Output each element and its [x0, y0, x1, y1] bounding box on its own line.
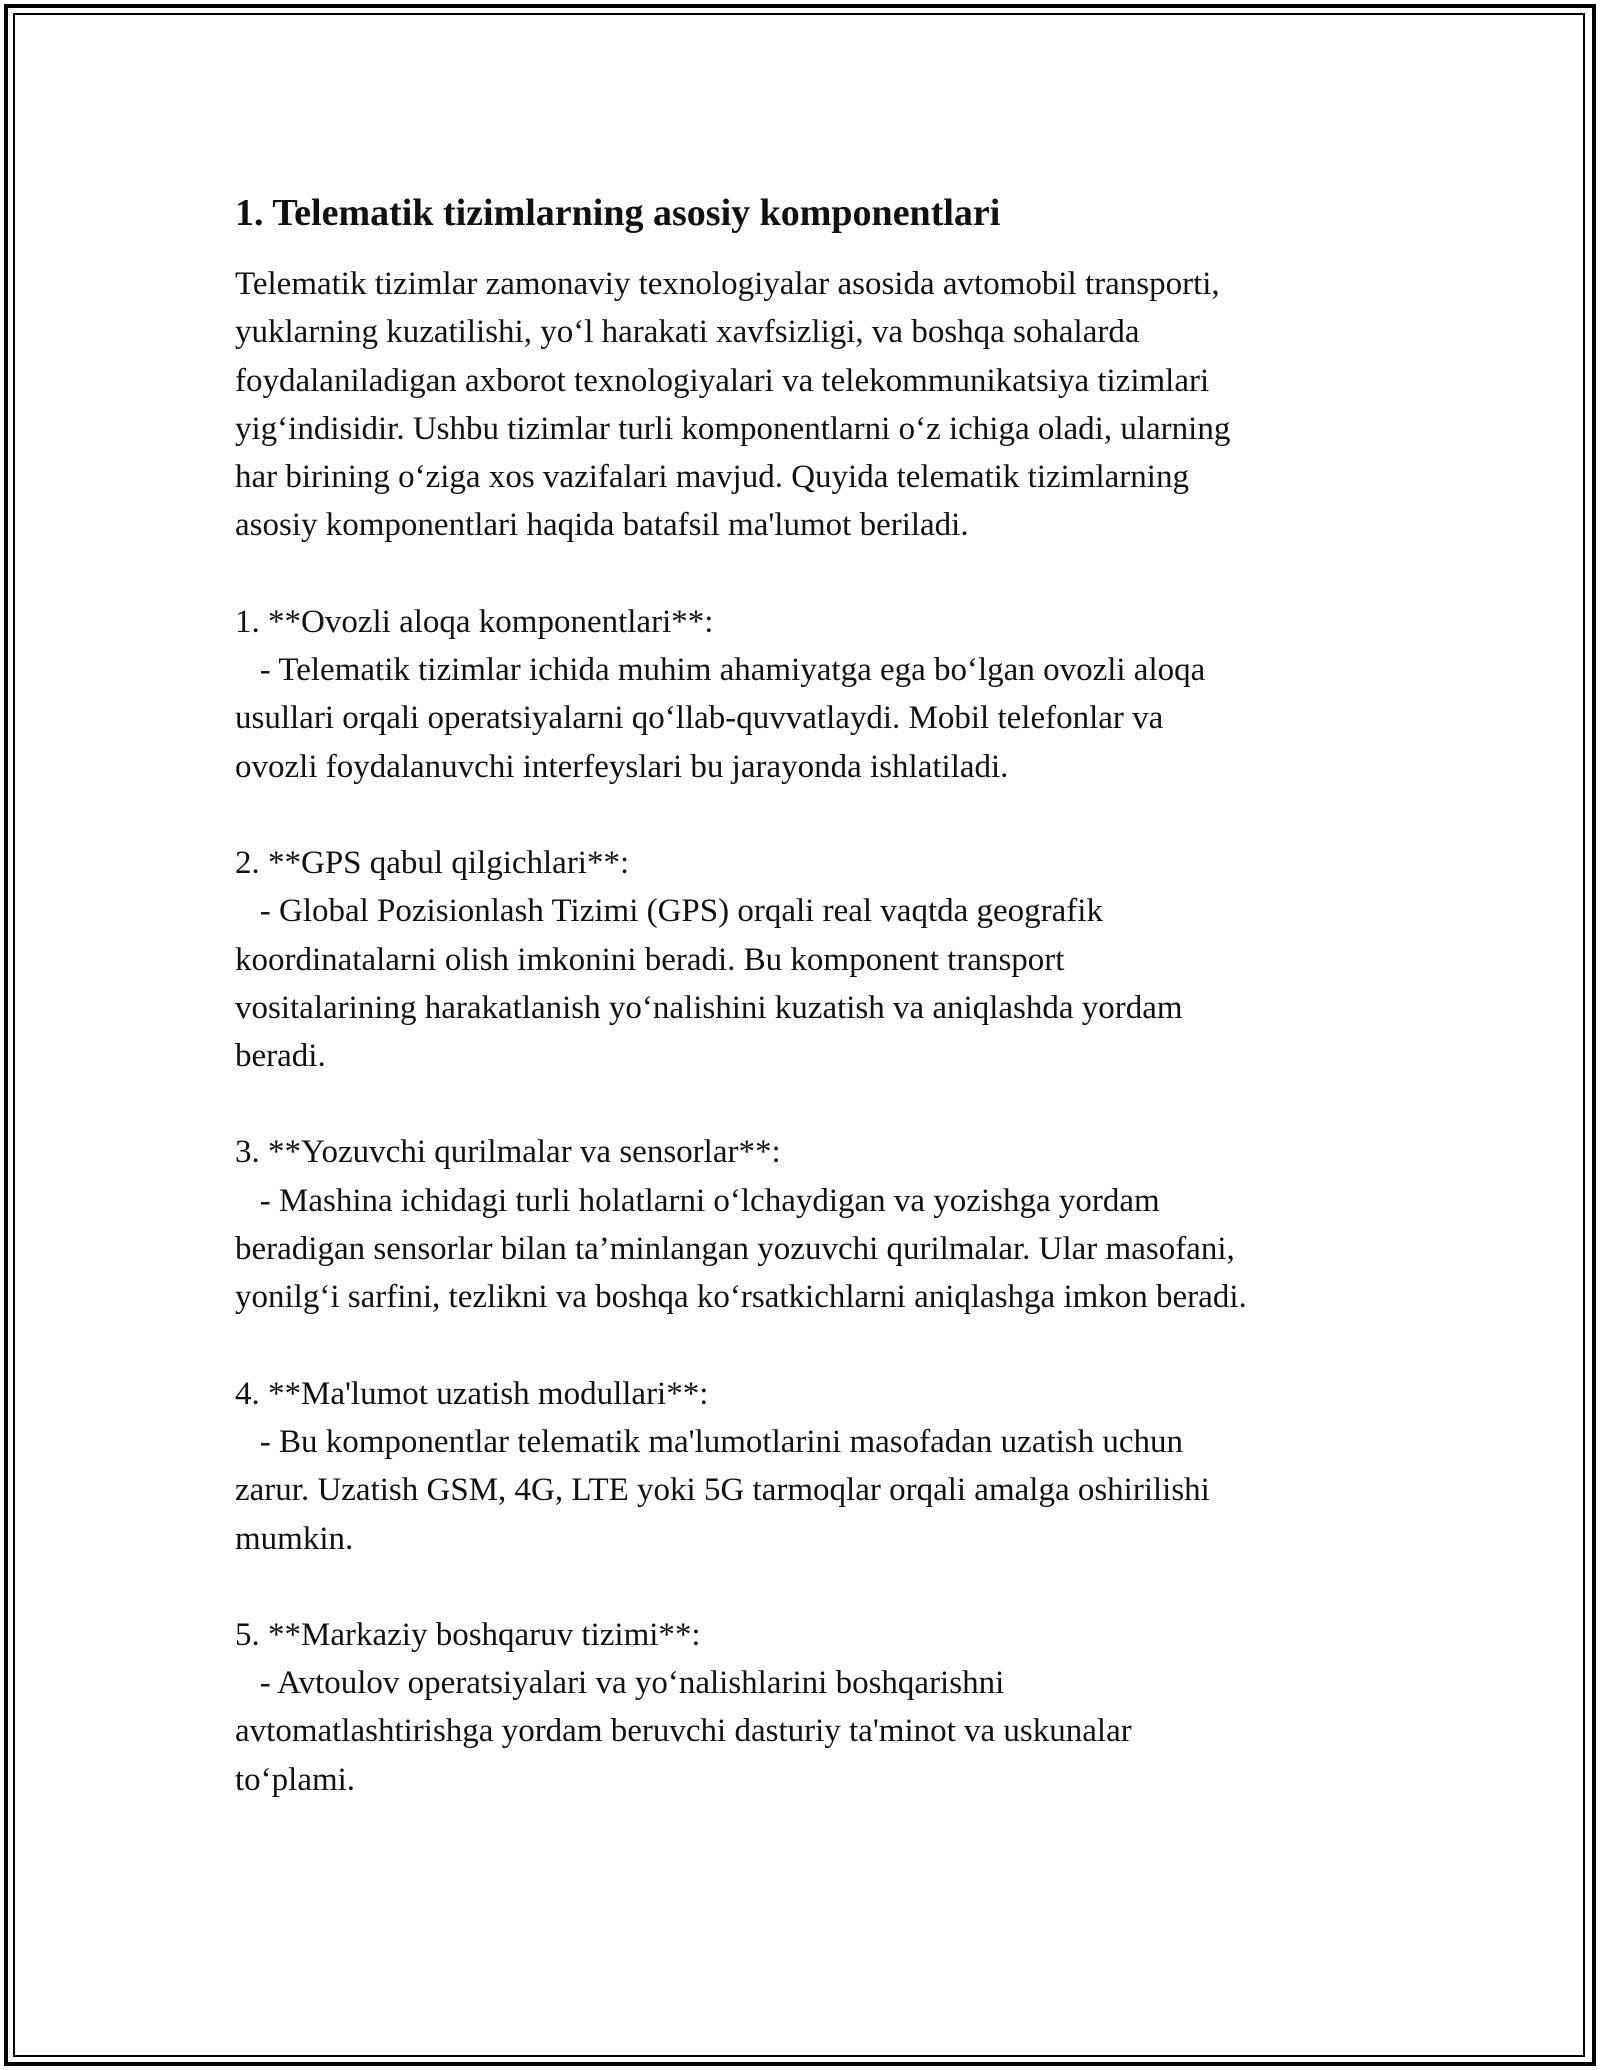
- list-item-recorders-sensors: [235, 1128, 1375, 1321]
- document-body: [235, 188, 1375, 1804]
- list-item-heading: 2. **GPS qabul qilgichlari**:: [235, 844, 630, 881]
- spacer: [235, 550, 1375, 598]
- list-item-central-control: [235, 1611, 1375, 1804]
- list-item-body: - Avtoulov operatsiyalari va yo‘nalishlarini boshqarishni avtomatlashtirishga yordam beruvchi dasturiy ta'minot va uskunalar to‘plami.: [235, 1665, 1132, 1798]
- spacer: [235, 1563, 1375, 1611]
- list-item-heading: 5. **Markaziy boshqaruv tizimi**:: [235, 1616, 701, 1653]
- list-item-data-transmission: [235, 1370, 1375, 1563]
- spacer: [235, 791, 1375, 839]
- document-title: 1. Telematik tizimlarning asosiy komponentlari: [235, 192, 1001, 234]
- list-item-heading: 3. **Yozuvchi qurilmalar va sensorlar**:: [235, 1134, 781, 1171]
- spacer: [235, 1322, 1375, 1370]
- list-item-voice-communication: [235, 598, 1375, 791]
- list-item-body: - Mashina ichidagi turli holatlarni o‘lchaydigan va yozishga yordam beradigan sensorlar bilan ta’minlangan yozuvchi qurilmalar. Ular masofani, yonilg‘i sarfini, tezlikni va boshqa ko‘rsatkichlarni aniqlashga imkon beradi.: [235, 1182, 1247, 1316]
- list-item-heading: 1. **Ovozli aloqa komponentlari**:: [235, 603, 714, 640]
- list-item-gps-receivers: [235, 839, 1375, 1080]
- list-item-body: - Telematik tizimlar ichida muhim ahamiyatga ega bo‘lgan ovozli aloqa usullari orqali operatsiyalarni qo‘llab-quvvatlaydi. Mobil telefonlar va ovozli foydalanuvchi interfeyslari bu jarayonda ishlatiladi.: [235, 652, 1206, 785]
- list-item-body: - Bu komponentlar telematik ma'lumotlarini masofadan uzatish uchun zarur. Uzatish GSM, 4G, LTE yoki 5G tarmoqlar orqali amalga oshirilishi mumkin.: [235, 1423, 1210, 1557]
- list-item-heading: 4. **Ma'lumot uzatish modullari**:: [235, 1375, 709, 1412]
- intro-paragraph: Telematik tizimlar zamonaviy texnologiyalar asosida avtomobil transporti, yuklarning kuzatilishi, yo‘l harakati xavfsizligi, va boshqa sohalarda foydalaniladigan axborot texnologiyalari va telekommunikatsiya tizimlari yig‘indisidir. Ushbu tizimlar turli komponentlarni o‘z ichiga oladi, ularning har birining o‘ziga xos vazifalari mavjud. Quyida telematik tizimlarning asosiy komponentlari haqida batafsil ma'lumot beriladi.: [235, 266, 1231, 544]
- list-item-body: - Global Pozisionlash Tizimi (GPS) orqali real vaqtda geografik koordinatalarni olish imkonini beradi. Bu komponent transport vositalarining harakatlanish yo‘nalishini kuzatish va aniqlashda yordam beradi.: [235, 893, 1183, 1075]
- spacer: [235, 1080, 1375, 1128]
